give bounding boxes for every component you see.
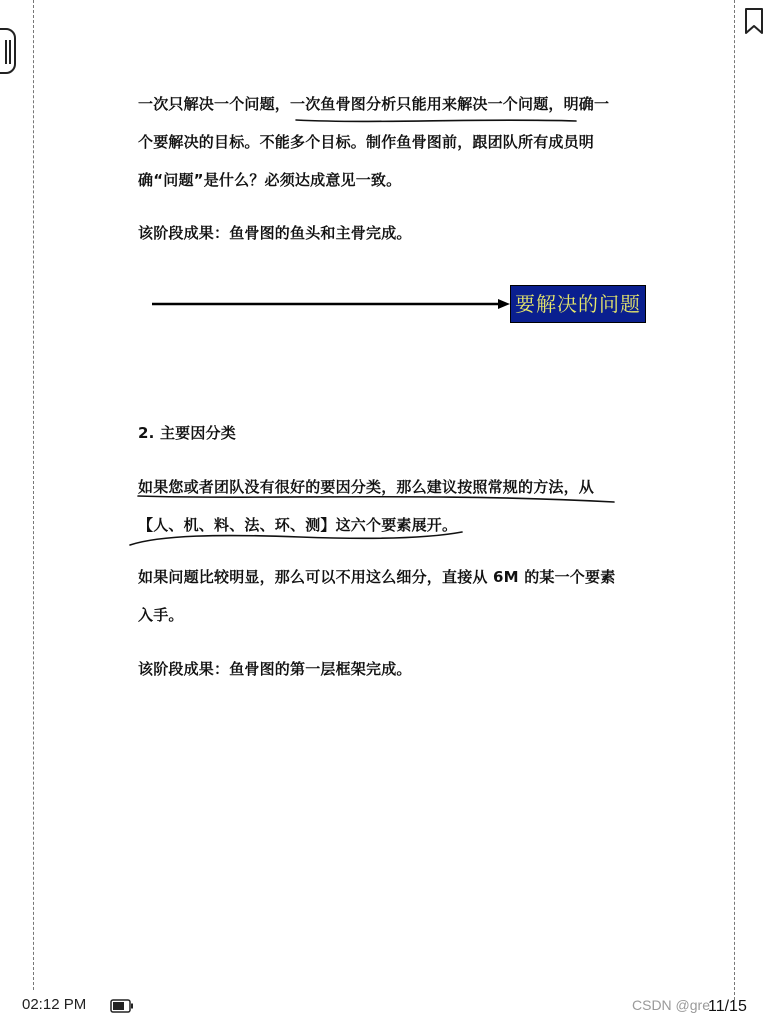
stage-result-fish-head: 该阶段成果：鱼骨图的鱼头和主骨完成。	[138, 224, 412, 242]
handle-grip-line	[5, 40, 7, 64]
fish-head-problem-box: 要解决的问题	[510, 285, 646, 323]
paragraph-one-problem: 一次只解决一个问题，一次鱼骨图分析只能用来解决一个问题，明确一个要解决的目标。不能多个目标。制作鱼骨图前，跟团队所有成员明确“问题”是什么？必须达成意见一致。	[138, 95, 610, 189]
right-margin-guide	[734, 0, 735, 1000]
paragraph-6m-shortcut: 如果问题比较明显，那么可以不用这么细分，直接从 6M 的某一个要素入手。	[138, 568, 616, 624]
handle-grip-line	[9, 40, 11, 64]
status-time: 02:12 PM	[22, 996, 87, 1013]
battery-icon	[110, 999, 134, 1013]
paragraph-cause-categories: 如果您或者团队没有很好的要因分类，那么建议按照常规的方法，从【人、机、料、法、环、测】这六个要素展开。	[138, 478, 595, 534]
page-indicator[interactable]: 11/15	[708, 998, 747, 1015]
section-heading-main-causes: 2. 主要因分类	[138, 424, 236, 442]
stage-result-first-layer: 该阶段成果：鱼骨图的第一层框架完成。	[138, 660, 412, 678]
csdn-watermark: CSDN @gre	[632, 997, 711, 1013]
bookmark-icon[interactable]	[742, 6, 766, 36]
left-margin-guide	[33, 0, 34, 990]
side-panel-handle-icon[interactable]	[0, 28, 16, 74]
